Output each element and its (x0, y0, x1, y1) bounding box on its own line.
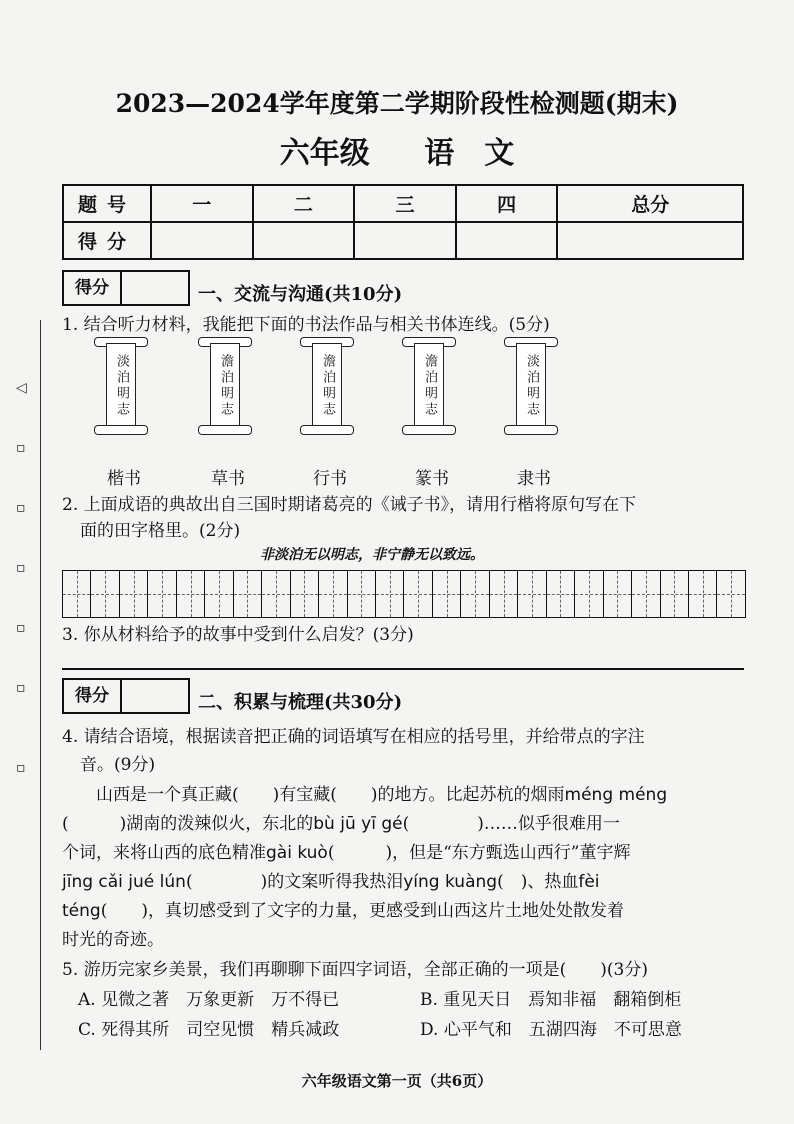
question-1: 1. 结合听力材料，我能把下面的书法作品与相关书体连线。(5分) (62, 315, 550, 335)
score-table (62, 184, 744, 260)
option-d[interactable]: D. 心平气和 五湖四海 不可思意 (420, 1020, 682, 1040)
scroll-text: 澹泊明志 (312, 343, 342, 429)
score-entry-cell[interactable] (557, 222, 743, 259)
exam-title: 2023—2024学年度第二学期阶段性检测题(期末) (115, 89, 679, 118)
question-5: 5. 游历完家乡美景，我们再聊聊下面四字词语，全部正确的一项是( )(3分) (62, 960, 648, 980)
score-box-entry[interactable] (122, 272, 188, 304)
option-a[interactable]: A. 见微之著 万象更新 万不得已 (78, 990, 340, 1010)
passage-line (62, 809, 620, 840)
script-label: 草书 (211, 469, 245, 489)
question-2-line1: 2. 上面成语的典故出自三国时期诸葛亮的《诫子书》，请用行楷将原句写在下 (62, 495, 637, 515)
question-3: 3. 你从材料给予的故事中受到什么启发？(3分) (62, 625, 414, 645)
passage-line: 时光的奇迹。 (62, 930, 164, 950)
scroll-text: 澹泊明志 (210, 343, 240, 429)
scroll-text: 澹泊明志 (414, 343, 444, 429)
pinyin: bù jū yī gé (313, 814, 403, 834)
passage-text: ( )，真切感受到了文字的力量，更感受到山西这片土地处处散发着 (100, 901, 624, 921)
binding-mark: ▫ (16, 500, 26, 516)
binding-mark: ◁ (16, 380, 27, 396)
binding-line (40, 320, 41, 1050)
scroll-text: 淡泊明志 (516, 343, 546, 429)
binding-mark: ▫ (16, 440, 26, 456)
section1-score-box (62, 270, 190, 306)
question-4-line2: 音。(9分) (80, 755, 156, 775)
grade-label: 六年级 (279, 136, 370, 171)
exam-subtitle (0, 128, 794, 172)
passage-text: ( )、热血 (497, 872, 579, 892)
writing-grid[interactable] (62, 570, 746, 618)
pinyin: jīng cǎi jué lún (62, 872, 186, 892)
calligraphy-scroll (406, 337, 450, 433)
score-box-entry[interactable] (122, 680, 188, 712)
binding-mark: ▫ (16, 760, 26, 776)
scroll-text: 淡泊明志 (106, 343, 136, 429)
pinyin: gài kuò (266, 843, 328, 863)
passage-text: ( )……似乎很难用一 (402, 814, 620, 834)
score-box-label: 得分 (64, 680, 122, 712)
binding-mark: ▫ (16, 560, 26, 576)
model-sentence: 非淡泊无以明志，非宁静无以致远。 (260, 547, 484, 563)
score-table-cell: 四 (456, 185, 558, 222)
pinyin: fèi (578, 872, 600, 892)
page-footer: 六年级语文第一页（共6页） (301, 1072, 493, 1090)
score-table-cell: 总分 (557, 185, 743, 222)
subject-label: 语 文 (424, 136, 515, 171)
passage-text: 山西是一个真正藏( )有宝藏( )的地方。比起苏杭的烟雨 (96, 785, 565, 805)
binding-mark: ▫ (16, 680, 26, 696)
score-table-header-row (63, 185, 743, 222)
passage-line (62, 838, 631, 869)
passage-line (62, 867, 600, 898)
script-label: 隶书 (517, 469, 551, 489)
score-entry-cell[interactable] (456, 222, 558, 259)
calligraphy-scroll (98, 337, 142, 433)
score-entry-cell[interactable] (151, 222, 253, 259)
score-table-cell: 得分 (63, 222, 151, 259)
binding-mark: ▫ (16, 620, 26, 636)
script-label: 行书 (313, 469, 347, 489)
passage-text: ( )，但是“东方甄选山西行”董宇辉 (327, 843, 631, 863)
script-label: 篆书 (415, 469, 449, 489)
score-entry-cell[interactable] (354, 222, 456, 259)
score-table-cell: 题号 (63, 185, 151, 222)
score-table-score-row (63, 222, 743, 259)
passage-line (96, 780, 667, 811)
section2-score-box (62, 678, 190, 714)
section1-heading: 一、交流与沟通(共10分) (198, 284, 403, 305)
passage-text: ( )的文案听得我热泪 (185, 872, 404, 892)
score-box-label: 得分 (64, 272, 122, 304)
pinyin: téng (62, 901, 101, 921)
score-entry-cell[interactable] (253, 222, 355, 259)
calligraphy-scroll (304, 337, 348, 433)
passage-text: 个词，来将山西的底色精准 (62, 843, 266, 863)
calligraphy-scroll (508, 337, 552, 433)
pinyin: yíng kuàng (403, 872, 498, 892)
score-table-cell: 一 (151, 185, 253, 222)
option-c[interactable]: C. 死得其所 司空见惯 精兵减政 (78, 1020, 340, 1040)
section2-heading: 二、积累与梳理(共30分) (198, 692, 403, 713)
option-b[interactable]: B. 重见天日 焉知非福 翻箱倒柜 (420, 990, 682, 1010)
section-divider (62, 668, 744, 670)
score-table-cell: 三 (354, 185, 456, 222)
script-label: 楷书 (107, 469, 141, 489)
passage-line (62, 896, 624, 927)
calligraphy-scroll (202, 337, 246, 433)
score-table-cell: 二 (253, 185, 355, 222)
question-4-line1: 4. 请结合语境，根据读音把正确的词语填写在相应的括号里，并给带点的字注 (62, 727, 645, 747)
question-2-line2: 面的田字格里。(2分) (80, 521, 241, 541)
passage-text: ( )湖南的泼辣似火，东北的 (62, 814, 314, 834)
pinyin: méng méng (564, 785, 668, 805)
